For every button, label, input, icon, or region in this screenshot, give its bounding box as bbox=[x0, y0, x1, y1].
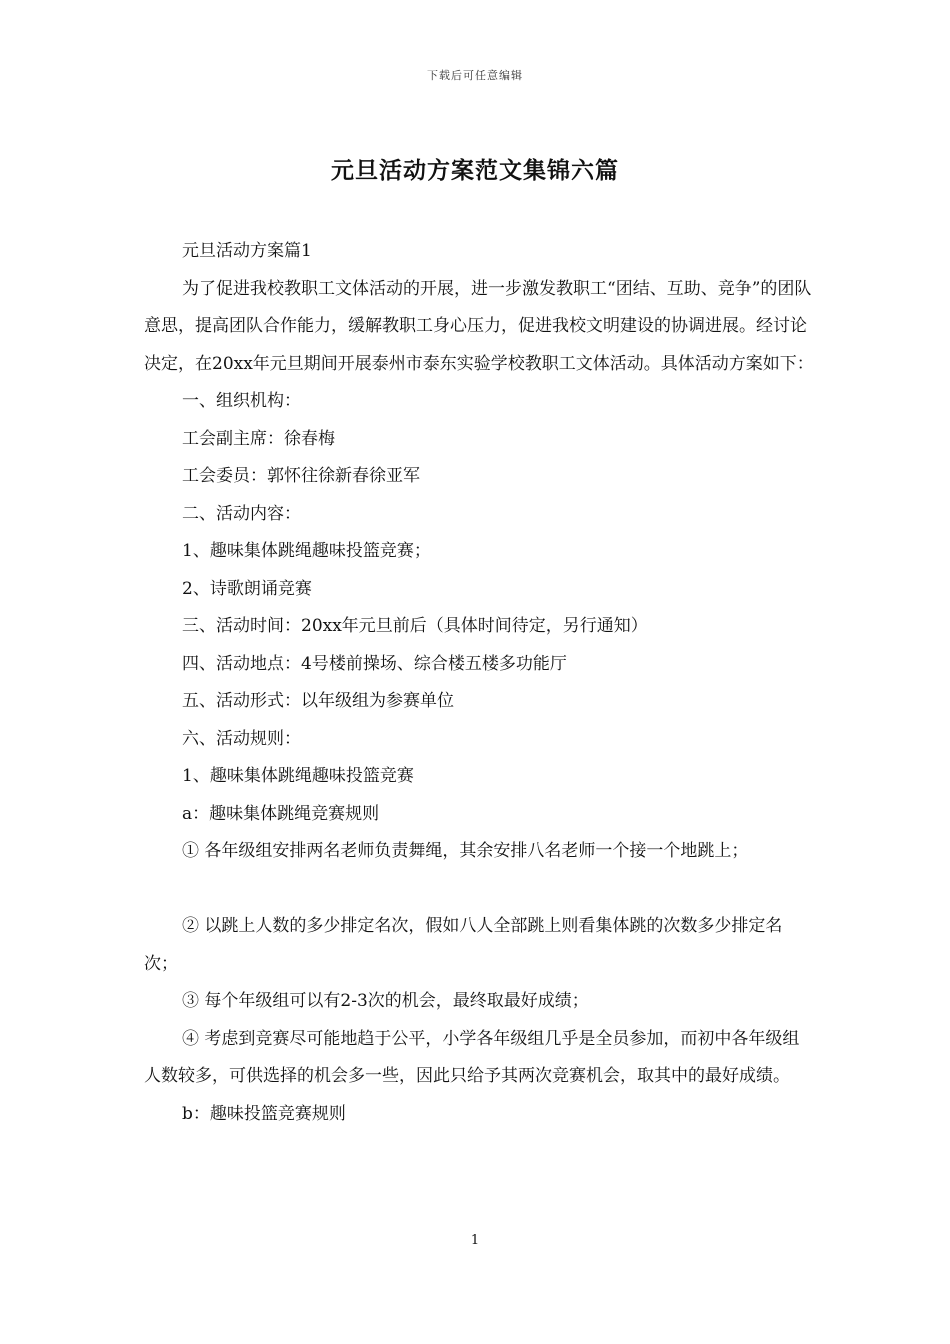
header-note: 下载后可任意编辑 bbox=[427, 69, 523, 82]
paragraph-rule-a: a：趣味集体跳绳竞赛规则 bbox=[182, 803, 380, 824]
paragraph-rules-heading: 六、活动规则： bbox=[182, 728, 301, 749]
paragraph-time: 三、活动时间：20xx年元旦前后（具体时间待定，另行通知） bbox=[182, 616, 648, 636]
paragraph-location: 四、活动地点：4号楼前操场、综合楼五楼多功能厅 bbox=[182, 653, 567, 674]
paragraph-rules-item-1: 1、趣味集体跳绳趣味投篮竞赛 bbox=[182, 766, 414, 786]
paragraph-content-heading: 二、活动内容： bbox=[182, 503, 301, 524]
page-number: 1 bbox=[470, 1233, 480, 1248]
document-body bbox=[144, 233, 816, 1133]
intro-paragraph: 为了促进我校教职工文体活动的开展，进一步激发教职工“团结、互助、竞争”的团队意思，提高团队合作能力，缓解教职工身心压力，促进我校文明建设的协调进展。经讨论决定，在20xx年元旦期间开展泰州市泰东实验学校教职工文体活动。具体活动方案如下： bbox=[144, 278, 814, 374]
paragraph-rule-a-1: ① 各年级组安排两名老师负责舞绳，其余安排八名老师一个接一个地跳上； bbox=[182, 841, 749, 861]
paragraph-committee: 工会委员：郭怀往徐新春徐亚军 bbox=[182, 466, 420, 486]
paragraph-rule-a-4: ④ 考虑到竞赛尽可能地趋于公平，小学各年级组几乎是全员参加，而初中各年级组人数较多，可供选择的机会多一些，因此只给予其两次竞赛机会，取其中的最好成绩。 bbox=[144, 1028, 800, 1086]
paragraph-rule-a-2: ② 以跳上人数的多少排定名次，假如八人全部跳上则看集体跳的次数多少排定名次； bbox=[144, 916, 783, 974]
paragraph-rule-b: b：趣味投篮竞赛规则 bbox=[182, 1103, 346, 1124]
document-title: 元旦活动方案范文集锦六篇 bbox=[331, 157, 619, 184]
blank-line bbox=[144, 871, 816, 909]
paragraph-content-item-2: 2、诗歌朗诵竞赛 bbox=[182, 578, 312, 599]
paragraph-format: 五、活动形式：以年级组为参赛单位 bbox=[182, 691, 454, 711]
paragraph-rule-a-3: ③ 每个年级组可以有2-3次的机会，最终取最好成绩； bbox=[182, 991, 589, 1011]
paragraph-vice-chair: 工会副主席：徐春梅 bbox=[182, 428, 335, 449]
paragraph-organization: 一、组织机构： bbox=[182, 391, 301, 411]
paragraph-content-item-1: 1、趣味集体跳绳趣味投篮竞赛； bbox=[182, 541, 431, 561]
section-heading: 元旦活动方案篇1 bbox=[182, 241, 312, 261]
